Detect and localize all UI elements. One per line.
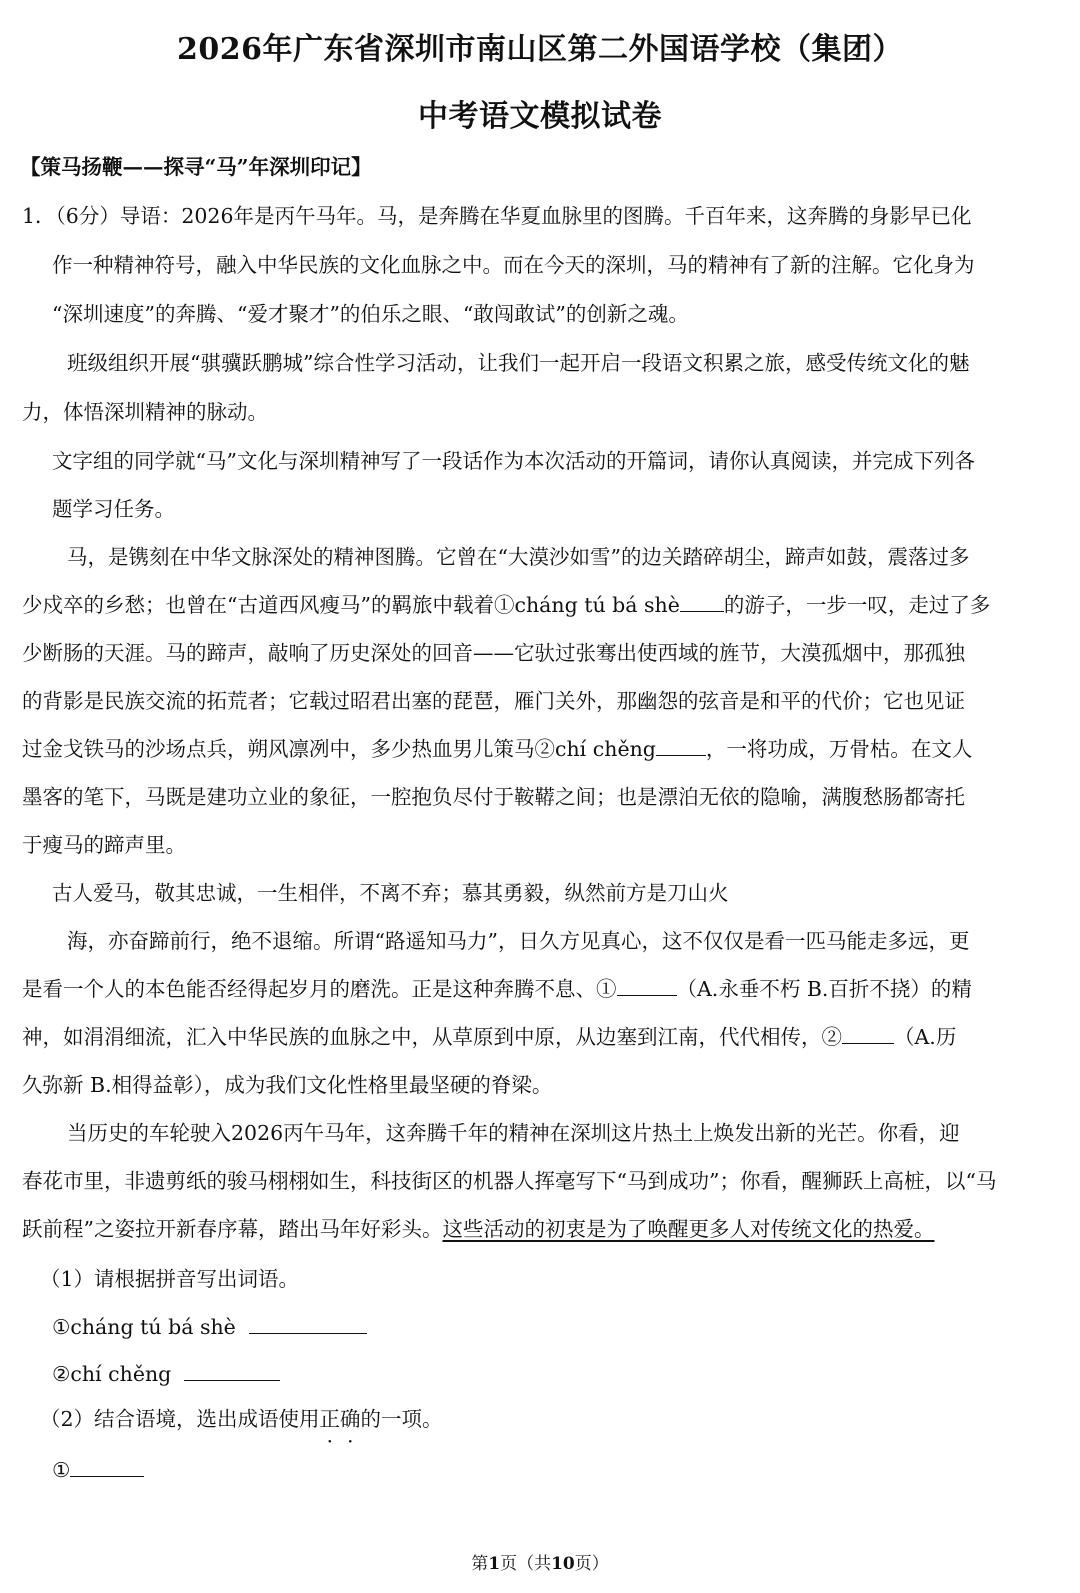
answer-blank[interactable] (70, 1458, 144, 1477)
question-intro-line: 1．（6分）导语：2026年是丙午马年。马，是奔腾在华夏血脉里的图腾。千百年来，这奔腾的身影早已化 (22, 204, 972, 228)
subquestion-1-label: （1）请根据拼音写出词语。 (40, 1267, 300, 1291)
question-intro-line: 班级组织开展“骐骥跃鹏城”综合性学习活动，让我们一起开启一段语文积累之旅，感受传统文化的魅 (67, 351, 970, 375)
passage-line: 少断肠的天涯。马的蹄声，敲响了历史深处的回音——它驮过张骞出使西域的旌节，大漠孤烟中，那孤独 (22, 641, 965, 665)
passage-line: 的背影是民族交流的拓荒者；它载过昭君出塞的琵琶，雁门关外，那幽怨的弦音是和平的代价；它也见证 (22, 689, 965, 713)
answer-blank[interactable] (249, 1315, 367, 1334)
question-intro-line: 文字组的同学就“马”文化与深圳精神写了一段话作为本次活动的开篇词，请你认真阅读，并完成下列各 (52, 449, 975, 473)
answer-blank[interactable] (842, 1025, 894, 1044)
passage-line: 神，如涓涓细流，汇入中华民族的血脉之中，从草原到中原，从边塞到江南，代代相传，② （A.历 (22, 1025, 957, 1049)
passage-line: 当历史的车轮驶入2026丙午马年，这奔腾千年的精神在深圳这片热土上焕发出新的光芒。你看，迎 (67, 1121, 960, 1145)
passage-line: 春花市里，非遗剪纸的骏马栩栩如生，科技街区的机器人挥毫写下“马到成功”；你看，醒狮跃上高桩，以“马 (22, 1169, 997, 1193)
section-heading: 【策马扬鞭——探寻“马”年深圳印记】 (20, 155, 372, 179)
underlined-sentence: 这些活动的初衷是为了唤醒更多人对传统文化的热爱。 (442, 1217, 935, 1241)
passage-line: 海，亦奋蹄前行，绝不退缩。所谓“路遥知马力”，日久方见真心，这不仅仅是看一匹马能走多远，更 (67, 929, 970, 953)
question-number: 1． (22, 204, 56, 228)
subquestion-2-label: （2）结合语境，选出成语使用正确的一项。 (40, 1404, 443, 1434)
emphasis-dot-char: 确 (340, 1407, 361, 1431)
question-intro-line: 作一种精神符号，融入中华民族的文化血脉之中。而在今天的深圳，马的精神有了新的注解。它化身为 (52, 253, 975, 277)
passage-line: 是看一个人的本色能否经得起岁月的磨洗。正是这种奔腾不息、① （A.永垂不朽 B.百折不挠）的精 (22, 977, 972, 1001)
passage-line: 过金戈铁马的沙场点兵，朔风凛冽中，多少热血男儿策马②chí chěng ，一将功成，万骨枯。在文人 (22, 737, 973, 761)
subquestion-2-item: ① (52, 1455, 144, 1485)
page-total: 10 (551, 1554, 575, 1574)
emphasis-dot-char: 正 (319, 1407, 341, 1431)
answer-blank[interactable] (680, 593, 724, 612)
passage-line: 古人爱马，敬其忠诚，一生相伴，不离不弃；慕其勇毅，纵然前方是刀山火 (52, 881, 729, 905)
passage-line: 久弥新 B.相得益彰），成为我们文化性格里最坚硬的脊梁。 (22, 1073, 553, 1097)
passage-line: 于瘦马的蹄声里。 (22, 833, 186, 857)
passage-line: 少戍卒的乡愁；也曾在“古道西风瘦马”的羁旅中载着①cháng tú bá shè 的游子，一步一叹，走过了多 (22, 593, 991, 617)
question-intro-line: 力，体悟深圳精神的脉动。 (22, 400, 268, 424)
page-footer: 第1页（共10页） (471, 1554, 609, 1574)
subquestion-1-item: ②chí chěng (52, 1359, 280, 1389)
answer-blank[interactable] (617, 977, 677, 996)
question-score: （6分） (55, 204, 120, 228)
subquestion-1-item: ①cháng tú bá shè (52, 1312, 367, 1342)
question-intro-line: 题学习任务。 (52, 497, 175, 521)
passage-line: 马，是镌刻在中华文脉深处的精神图腾。它曾在“大漠沙如雪”的边关踏碎胡尘，蹄声如鼓，震落过多 (67, 545, 970, 569)
page-number: 1 (488, 1554, 501, 1574)
passage-line: 墨客的笔下，马既是建功立业的象征，一腔抱负尽付于鞍鞯之间；也是漂泊无依的隐喻，满腹愁肠都寄托 (22, 785, 965, 809)
answer-blank[interactable] (656, 737, 706, 756)
exam-title: 2026年广东省深圳市南山区第二外国语学校（集团） (177, 32, 903, 67)
passage-line: 跃前程”之姿拉开新春序幕，踏出马年好彩头。这些活动的初衷是为了唤醒更多人对传统文化的热爱。 (22, 1217, 935, 1241)
exam-subtitle: 中考语文模拟试卷 (418, 99, 662, 134)
answer-blank[interactable] (184, 1362, 280, 1381)
question-intro-line: “深圳速度”的奔腾、“爱才聚才”的伯乐之眼、“敢闯敢试”的创新之魂。 (52, 302, 689, 326)
